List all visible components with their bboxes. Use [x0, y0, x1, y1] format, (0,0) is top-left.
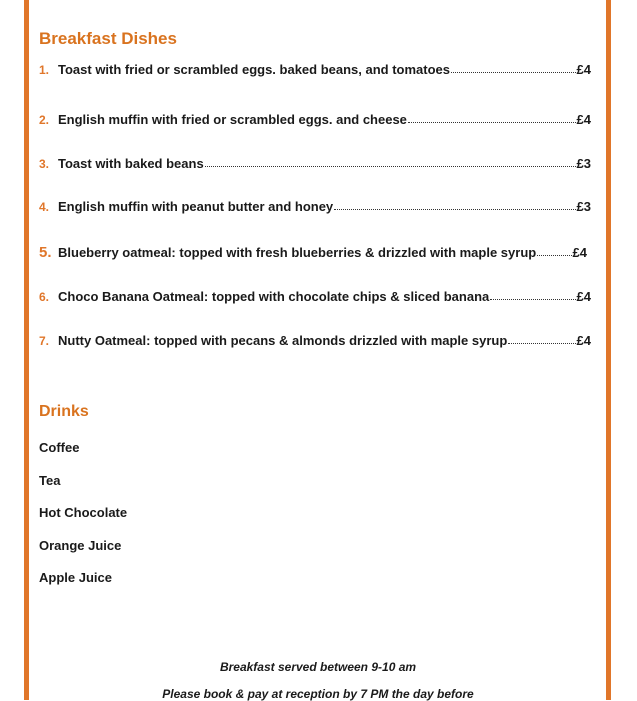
- dish-name: English muffin with fried or scrambled eggs. and cheese: [58, 112, 407, 127]
- dotted-leader: [507, 333, 576, 345]
- dish-name: Choco Banana Oatmeal: topped with chocolate chips & sliced banana: [58, 289, 490, 304]
- page-border-left: [24, 0, 29, 700]
- dotted-leader: [407, 112, 577, 124]
- dish-number: 5.: [39, 244, 52, 261]
- drink-item: Orange Juice: [39, 538, 122, 553]
- dish-number: 3.: [39, 157, 50, 171]
- dish-item-4: [39, 199, 591, 217]
- drink-item: Tea: [39, 473, 61, 488]
- dish-name: English muffin with peanut butter and honey: [58, 199, 334, 214]
- dotted-leader: [450, 62, 577, 74]
- dotted-leader: [536, 245, 572, 257]
- dish-price: £4: [576, 289, 591, 304]
- dish-item-7: [39, 333, 591, 351]
- dish-name: Toast with fried or scrambled eggs. baked beans, and tomatoes: [58, 62, 451, 77]
- dish-number: 7.: [39, 334, 50, 348]
- breakfast-heading: Breakfast Dishes: [39, 29, 177, 48]
- dish-price: £4: [576, 112, 591, 127]
- dish-item-6: [39, 289, 591, 307]
- breakfast-hours-note: Breakfast served between 9-10 am: [219, 660, 417, 674]
- drink-item: Apple Juice: [39, 570, 112, 585]
- dish-price: £3: [576, 156, 591, 171]
- dotted-leader: [489, 289, 576, 301]
- drinks-heading: Drinks: [39, 403, 89, 420]
- dish-price: £4: [576, 62, 591, 77]
- dish-price: £4: [576, 333, 591, 348]
- dish-price: £3: [576, 199, 591, 214]
- dish-item-2: [39, 112, 591, 130]
- dish-price: £4: [572, 245, 587, 260]
- dish-name: Nutty Oatmeal: topped with pecans & almonds drizzled with maple syrup: [58, 333, 508, 348]
- dish-name: Toast with baked beans: [58, 156, 204, 171]
- page-border-right: [606, 0, 611, 700]
- dish-item-5: [39, 244, 587, 262]
- dish-name: Blueberry oatmeal: topped with fresh blueberries & drizzled with maple syrup: [58, 245, 537, 260]
- dish-item-1: [39, 62, 591, 80]
- dish-number: 4.: [39, 200, 50, 214]
- dish-item-3: [39, 156, 591, 174]
- dotted-leader: [333, 199, 576, 211]
- dish-number: 2.: [39, 113, 50, 127]
- dotted-leader: [204, 156, 577, 168]
- dish-number: 6.: [39, 290, 50, 304]
- booking-note: Please book & pay at reception by 7 PM the day before: [162, 687, 474, 701]
- drink-item: Hot Chocolate: [39, 505, 128, 520]
- drink-item: Coffee: [39, 440, 80, 455]
- dish-number: 1.: [39, 63, 50, 77]
